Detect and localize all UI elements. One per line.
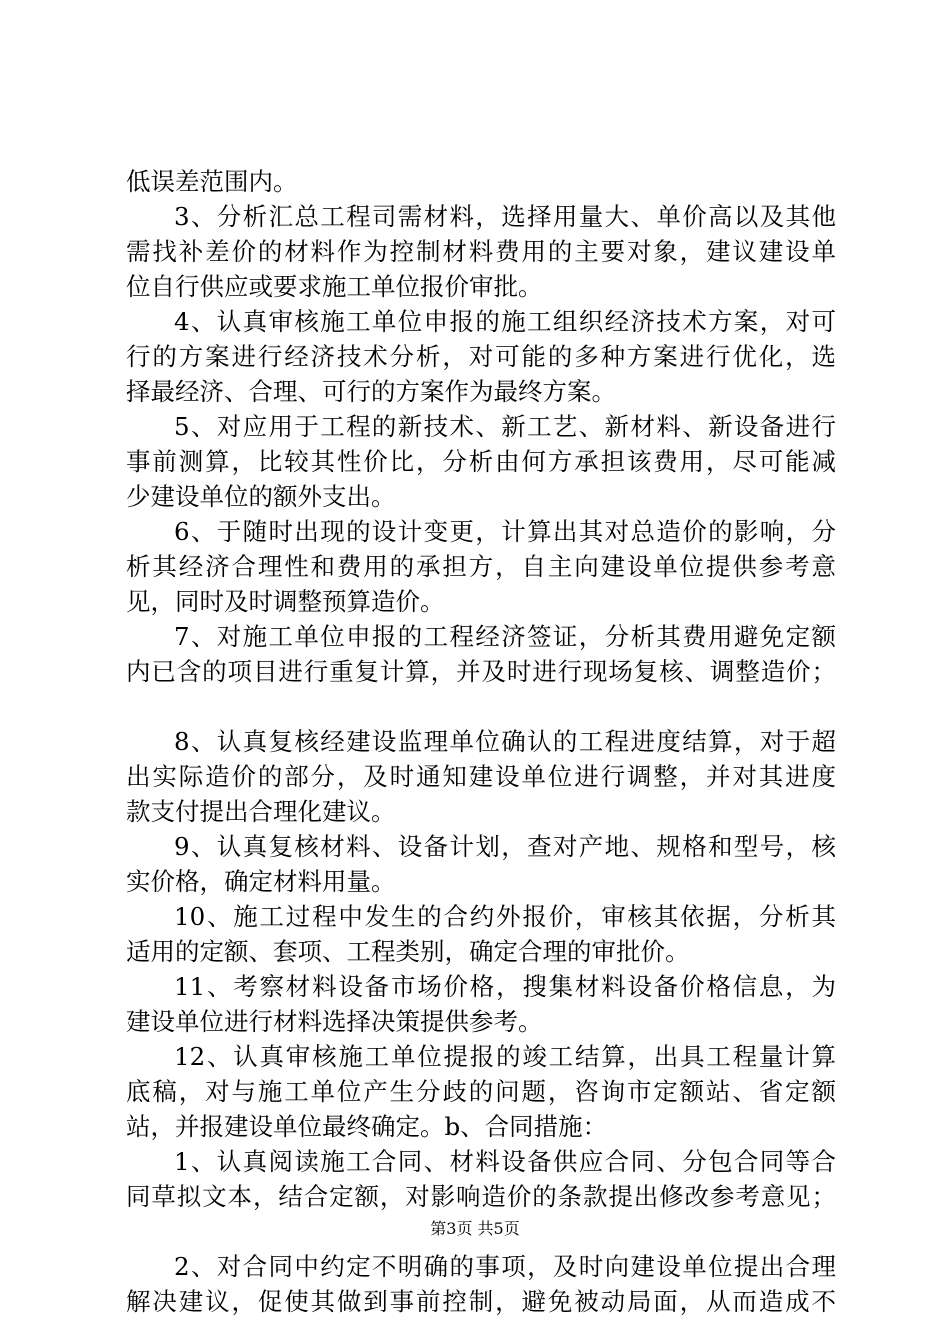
paragraph-12-line: 底稿，对与施工单位产生分歧的问题，咨询市定额站、省定额 <box>126 1077 836 1106</box>
paragraph-11-line: 11、考察材料设备市场价格，搜集材料设备价格信息，为 <box>174 972 836 1001</box>
paragraph-4-line: 4、认真审核施工单位申报的施工组织经济技术方案，对可 <box>174 307 836 336</box>
paragraph-9-line: 实价格，确定材料用量。 <box>126 867 396 896</box>
paragraph-gap <box>126 689 836 724</box>
contract-paragraph-1-line: 1、认真阅读施工合同、材料设备供应合同、分包合同等合 <box>174 1147 836 1176</box>
paragraph-11-line: 建设单位进行材料选择决策提供参考。 <box>126 1007 543 1036</box>
paragraph-4-line: 行的方案进行经济技术分析，对可能的多种方案进行优化，选 <box>126 342 836 371</box>
contract-paragraph-1-line: 同草拟文本，结合定额，对影响造价的条款提出修改参考意见； <box>126 1182 836 1211</box>
paragraph-7-line: 7、对施工单位申报的工程经济签证，分析其费用避免定额 <box>174 622 836 651</box>
contract-paragraph-2-line: 解决建议，促使其做到事前控制，避免被动局面，从而造成不 <box>126 1287 836 1316</box>
page-number-footer: 第3页 共5页 <box>430 1219 520 1238</box>
paragraph-9-line: 9、认真复核材料、设备计划，查对产地、规格和型号，核 <box>174 832 836 861</box>
paragraph-3-line: 3、分析汇总工程司需材料，选择用量大、单价高以及其他 <box>174 202 836 231</box>
paragraph-12-line: 12、认真审核施工单位提报的竣工结算，出具工程量计算 <box>174 1042 836 1071</box>
paragraph-8-line: 款支付提出合理化建议。 <box>126 797 396 826</box>
paragraph-5-line: 5、对应用于工程的新技术、新工艺、新材料、新设备进行 <box>174 412 836 441</box>
paragraph-10-line: 10、施工过程中发生的合约外报价，审核其依据，分析其 <box>174 902 836 931</box>
paragraph-5-line: 事前测算，比较其性价比，分析由何方承担该费用，尽可能减 <box>126 447 836 476</box>
paragraph-8-line: 出实际造价的部分，及时通知建设单位进行调整，并对其进度 <box>126 762 836 791</box>
paragraph-8-line: 8、认真复核经建设监理单位确认的工程进度结算，对于超 <box>174 727 836 756</box>
paragraph-6-line: 6、于随时出现的设计变更，计算出其对总造价的影响，分 <box>174 517 836 546</box>
paragraph-10-line: 适用的定额、套项、工程类别，确定合理的审批价。 <box>126 937 690 966</box>
paragraph-7-line: 内已含的项目进行重复计算，并及时进行现场复核、调整造价； <box>126 657 836 686</box>
paragraph-3-line: 位自行供应或要求施工单位报价审批。 <box>126 272 543 301</box>
document-body <box>126 164 836 1319</box>
paragraph-6-line: 见，同时及时调整预算造价。 <box>126 587 445 616</box>
contract-paragraph-2-line: 2、对合同中约定不明确的事项，及时向建设单位提出合理 <box>174 1252 836 1281</box>
paragraph-3-line: 需找补差价的材料作为控制材料费用的主要对象，建议建设单 <box>126 237 836 266</box>
paragraph-6-line: 析其经济合理性和费用的承担方，自主向建设单位提供参考意 <box>126 552 836 581</box>
paragraph-5-line: 少建设单位的额外支出。 <box>126 482 396 511</box>
paragraph-12-line: 站，并报建设单位最终确定。b、合同措施： <box>126 1112 608 1141</box>
paragraph-4-line: 择最经济、合理、可行的方案作为最终方案。 <box>126 377 616 406</box>
text-line: 低误差范围内。 <box>126 167 298 196</box>
